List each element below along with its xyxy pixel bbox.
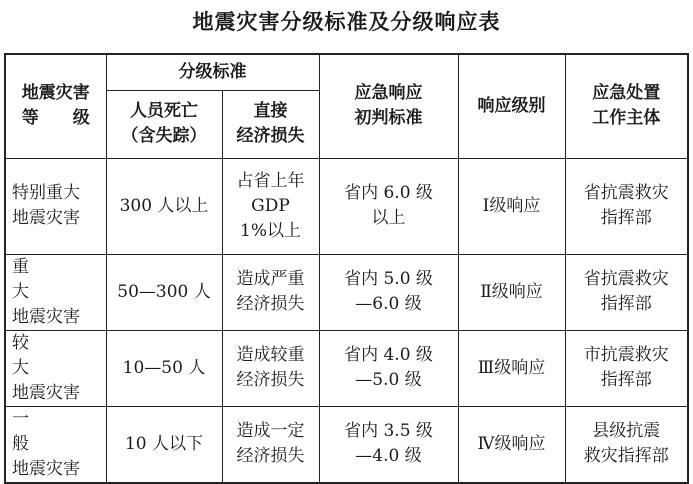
economic-loss-cell: 占省上年 GDP 1%以上 bbox=[222, 158, 319, 254]
row-level-cell bbox=[5, 406, 106, 483]
header-grading-criteria: 分级标准 bbox=[106, 54, 319, 90]
initial-criteria-cell: 省内 4.0 级 —5.0 级 bbox=[319, 330, 458, 406]
level-line-2: 地震灾害 bbox=[12, 208, 80, 228]
casualties-cell: 50—300 人 bbox=[106, 254, 222, 330]
initial-criteria-cell: 省内 6.0 级 以上 bbox=[319, 158, 458, 254]
document-title: 地震灾害分级标准及分级响应表 bbox=[192, 10, 501, 34]
header-casualties: 人员死亡 （含失踪） bbox=[106, 90, 222, 158]
level-char-2: 大 bbox=[12, 281, 29, 302]
header-disaster-level: 地震灾害 等 级 bbox=[5, 54, 106, 158]
economic-loss-cell: 造成严重 经济损失 bbox=[222, 254, 319, 330]
economic-loss-cell: 造成一定 经济损失 bbox=[222, 406, 319, 483]
level-char-2: 般 bbox=[12, 433, 29, 454]
handling-subject-cell: 县级抗震 救灾指挥部 bbox=[565, 406, 688, 483]
level-char-1: 一 bbox=[12, 408, 29, 429]
level-line-2: 地震灾害 bbox=[12, 306, 80, 327]
initial-criteria-cell: 省内 5.0 级 —6.0 级 bbox=[319, 254, 458, 330]
casualties-cell: 10—50 人 bbox=[106, 330, 222, 406]
header-economic-loss: 直接 经济损失 bbox=[222, 90, 319, 158]
casualties-cell: 300 人以上 bbox=[106, 158, 222, 254]
handling-subject-cell: 市抗震救灾 指挥部 bbox=[565, 330, 688, 406]
response-level-cell: Ⅱ级响应 bbox=[458, 254, 565, 330]
level-char-2: 大 bbox=[12, 357, 29, 378]
header-initial-criteria: 应急响应 初判标准 bbox=[319, 54, 458, 158]
grading-table bbox=[4, 53, 689, 484]
table-row bbox=[5, 254, 688, 330]
level-line-1: 特别重大 bbox=[12, 183, 80, 203]
table-row bbox=[5, 406, 688, 483]
level-line-2: 地震灾害 bbox=[12, 382, 80, 403]
level-char-1: 较 bbox=[12, 332, 29, 353]
economic-loss-cell: 造成较重 经济损失 bbox=[222, 330, 319, 406]
handling-subject-cell: 省抗震救灾 指挥部 bbox=[565, 254, 688, 330]
handling-subject-cell: 省抗震救灾 指挥部 bbox=[565, 158, 688, 254]
table-row bbox=[5, 158, 688, 254]
row-level-cell bbox=[5, 158, 106, 254]
header-handling-subject: 应急处置 工作主体 bbox=[565, 54, 688, 158]
row-level-cell bbox=[5, 330, 106, 406]
level-line-2: 地震灾害 bbox=[12, 458, 80, 479]
row-level-cell bbox=[5, 254, 106, 330]
response-level-cell: Ⅰ级响应 bbox=[458, 158, 565, 254]
header-response-level: 响应级别 bbox=[458, 54, 565, 158]
table-row bbox=[5, 330, 688, 406]
initial-criteria-cell: 省内 3.5 级 —4.0 级 bbox=[319, 406, 458, 483]
response-level-cell: Ⅲ级响应 bbox=[458, 330, 565, 406]
casualties-cell: 10 人以下 bbox=[106, 406, 222, 483]
response-level-cell: Ⅳ级响应 bbox=[458, 406, 565, 483]
level-char-1: 重 bbox=[12, 256, 29, 277]
